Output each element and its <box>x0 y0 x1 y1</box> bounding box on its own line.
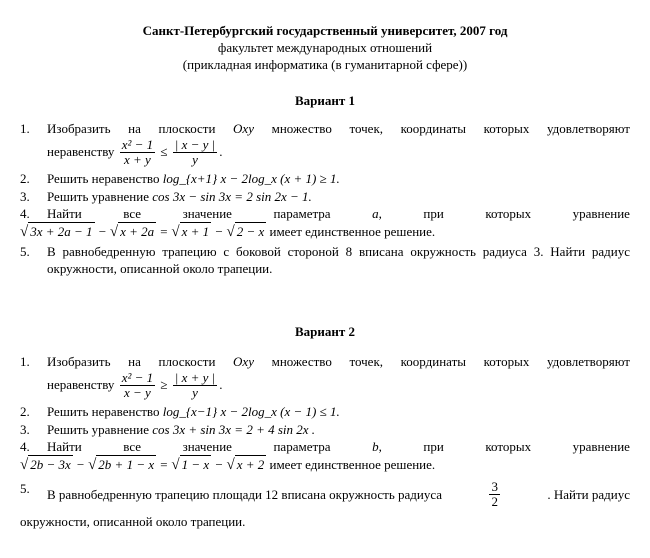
document-header <box>0 22 650 73</box>
problem-2: 2. Решить неравенство log_{x+1} x − 2log_x (x + 1) ≥ 1. <box>20 171 340 187</box>
inequality-formula: неравенству $\frac{\text{x² − 1}}{x + y}$ ≤ $\frac{| x - y |}{y}$ . <box>47 137 223 168</box>
log-inequality: log_{x−1} x − 2log_x (x − 1) ≤ 1. <box>162 404 340 420</box>
problem-1 <box>20 120 630 168</box>
problem-text-line: Изобразить на плоскости Oxy множество точек, координаты которых удовлетворяют <box>47 121 630 136</box>
university-title: Санкт-Петербургский государственный университет, 2007 год <box>142 23 508 38</box>
variant-1-problems <box>20 120 630 277</box>
problem-number: 1. <box>20 121 30 136</box>
problem-4: 4. Найти все значение параметра b, при которых уравнение √ 2b − 3x − √ 2b + 1 − x = √ 1 − x − √ x + 2 имеет единственное решение. <box>20 438 630 476</box>
specialty-line: (прикладная информатика (в гуманитарной сфере)) <box>182 57 468 73</box>
problem-5: 5. В равнобедренную трапецию с боковой стороной 8 вписана окружность радиуса 3. Найти радиус окружности, описанной около трапеции. <box>20 243 630 276</box>
problem-1: 1. Изобразить на плоскости Oxy множество точек, координаты которых удовлетворяют неравенству $\frac{\text{x² − 1}}{x - y}$ ≥ $\frac{| x + y |}{y}$ . <box>20 354 630 401</box>
trig-equation: cos 3x − sin 3x = 2 sin 2x − 1. <box>152 188 312 204</box>
variant-2-title: Вариант 2 <box>294 324 356 339</box>
problem-2: 2. Решить неравенство log_{x−1} x − 2log_x (x − 1) ≤ 1. <box>20 404 340 420</box>
faculty-line: факультет международных отношений <box>217 40 433 56</box>
problem-5: 5. В равнобедренную трапецию площади 12 вписана окружность радиуса $\frac{3}{2}$ . Найти радиус окружности, описанной около трапеции. <box>20 478 630 529</box>
variant-2-problems <box>20 353 630 530</box>
variant-1-title: Вариант 1 <box>294 93 356 108</box>
log-inequality: log_{x+1} x − 2log_x (x + 1) ≥ 1. <box>162 171 340 187</box>
problem-3: 3. Решить уравнение cos 3x − sin 3x = 2 sin 2x − 1. <box>20 188 312 204</box>
problem-4: 4. Найти все значение параметра a, при которых уравнение √ 3x + 2a − 1 − √ x + 2a = √ x + 1 − √ 2 − x имеет единственное решение. <box>20 205 630 243</box>
problem-3: 3. Решить уравнение cos 3x + sin 3x = 2 + 4 sin 2x . <box>20 421 316 437</box>
inequality-formula: неравенству $\frac{\text{x² − 1}}{x - y}$ ≥ $\frac{| x + y |}{y}$ . <box>47 370 223 401</box>
radical-equation: √ 2b − 3x − √ 2b + 1 − x = √ 1 − x − √ x + 2 имеет единственное решение. <box>20 456 436 473</box>
radical-equation: √ 3x + 2a − 1 − √ x + 2a = √ x + 1 − √ 2 − x имеет единственное решение. <box>20 223 436 240</box>
trig-equation: cos 3x + sin 3x = 2 + 4 sin 2x . <box>152 421 316 437</box>
